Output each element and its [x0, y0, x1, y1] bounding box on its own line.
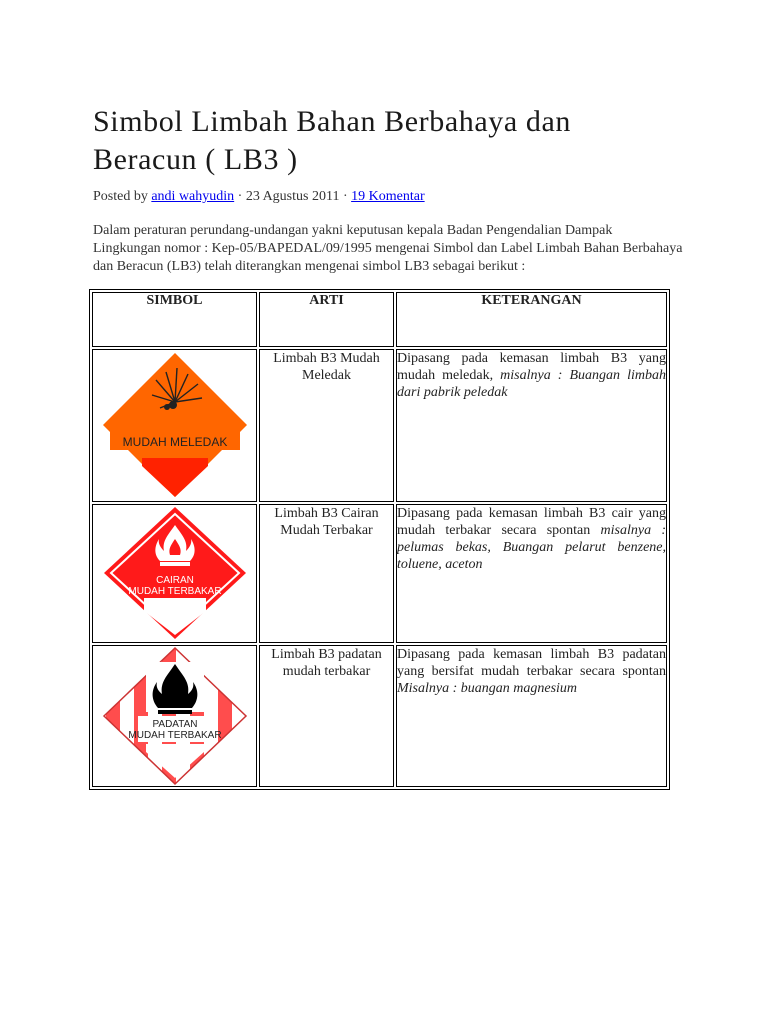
post-meta	[93, 188, 425, 206]
author-link[interactable]: andi wahyudin	[151, 189, 235, 204]
symbol-label: MUDAH TERBAKAR	[127, 730, 222, 741]
page-title: Simbol Limbah Bahan Berbahaya dan Beracun ( LB3 )	[93, 105, 572, 176]
explosive-icon	[100, 350, 250, 500]
symbol-cell	[92, 645, 257, 787]
symbol-label: MUDAH TERBAKAR	[127, 586, 222, 597]
keterangan-example: Misalnya : buangan magnesium	[397, 681, 578, 696]
header-arti: ARTI	[259, 292, 394, 347]
flame-icon	[100, 646, 250, 786]
header-keterangan: KETERANGAN	[396, 292, 667, 347]
lower-panel	[144, 598, 206, 635]
flame-icon	[100, 505, 250, 641]
keterangan-cell	[396, 645, 667, 787]
keterangan-example: misalnya : pelumas bekas, Buangan pelarut benzene, toluene, aceton	[397, 523, 666, 572]
keterangan-text: Dipasang pada kemasan limbah B3 yang mudah meledak,	[397, 351, 666, 383]
symbol-cell	[92, 349, 257, 502]
arti-cell: Limbah B3 padatan mudah terbakar	[259, 645, 394, 787]
keterangan-example: misalnya : Buangan limbah dari pabrik peledak	[397, 368, 666, 400]
symbol-label: PADATAN	[151, 719, 198, 730]
arti-cell: Limbah B3 Mudah Meledak	[259, 349, 394, 502]
keterangan-text: Dipasang pada kemasan limbah B3 padatan yang bersifat mudah terbakar secara spontan	[397, 647, 666, 679]
comments-link[interactable]: 19 Komentar	[351, 189, 425, 204]
meta-separator: ·	[234, 189, 246, 204]
table-row	[92, 349, 667, 502]
meta-separator: ·	[339, 189, 352, 204]
symbol-label: MUDAH MELEDAK	[122, 435, 227, 449]
lb3-symbol-table	[89, 289, 670, 790]
keterangan-cell	[396, 504, 667, 643]
table-row	[92, 645, 667, 787]
table-row	[92, 504, 667, 643]
table-header-row	[92, 292, 667, 347]
keterangan-text: Dipasang pada kemasan limbah B3 cair yang mudah terbakar secara spontan	[397, 506, 666, 538]
intro-paragraph: Dalam peraturan perundang-undangan yakni keputusan kepala Badan Pengendalian Dampak Lingkungan nomor : Kep-05/BAPEDAL/09/1995 mengenai Simbol dan Label Limbah Bahan Berbahaya dan Beracun (LB3) telah diterangkan mengenai simbol LB3 sebagai berikut :	[93, 223, 683, 274]
arti-cell: Limbah B3 Cairan Mudah Terbakar	[259, 504, 394, 643]
keterangan-cell	[396, 349, 667, 502]
header-simbol: SIMBOL	[92, 292, 257, 347]
post-date: 23 Agustus 2011	[245, 189, 340, 204]
meta-prefix: Posted by	[93, 189, 152, 204]
symbol-cell	[92, 504, 257, 643]
symbol-label: CAIRAN	[155, 575, 194, 586]
lower-panel	[142, 458, 208, 497]
